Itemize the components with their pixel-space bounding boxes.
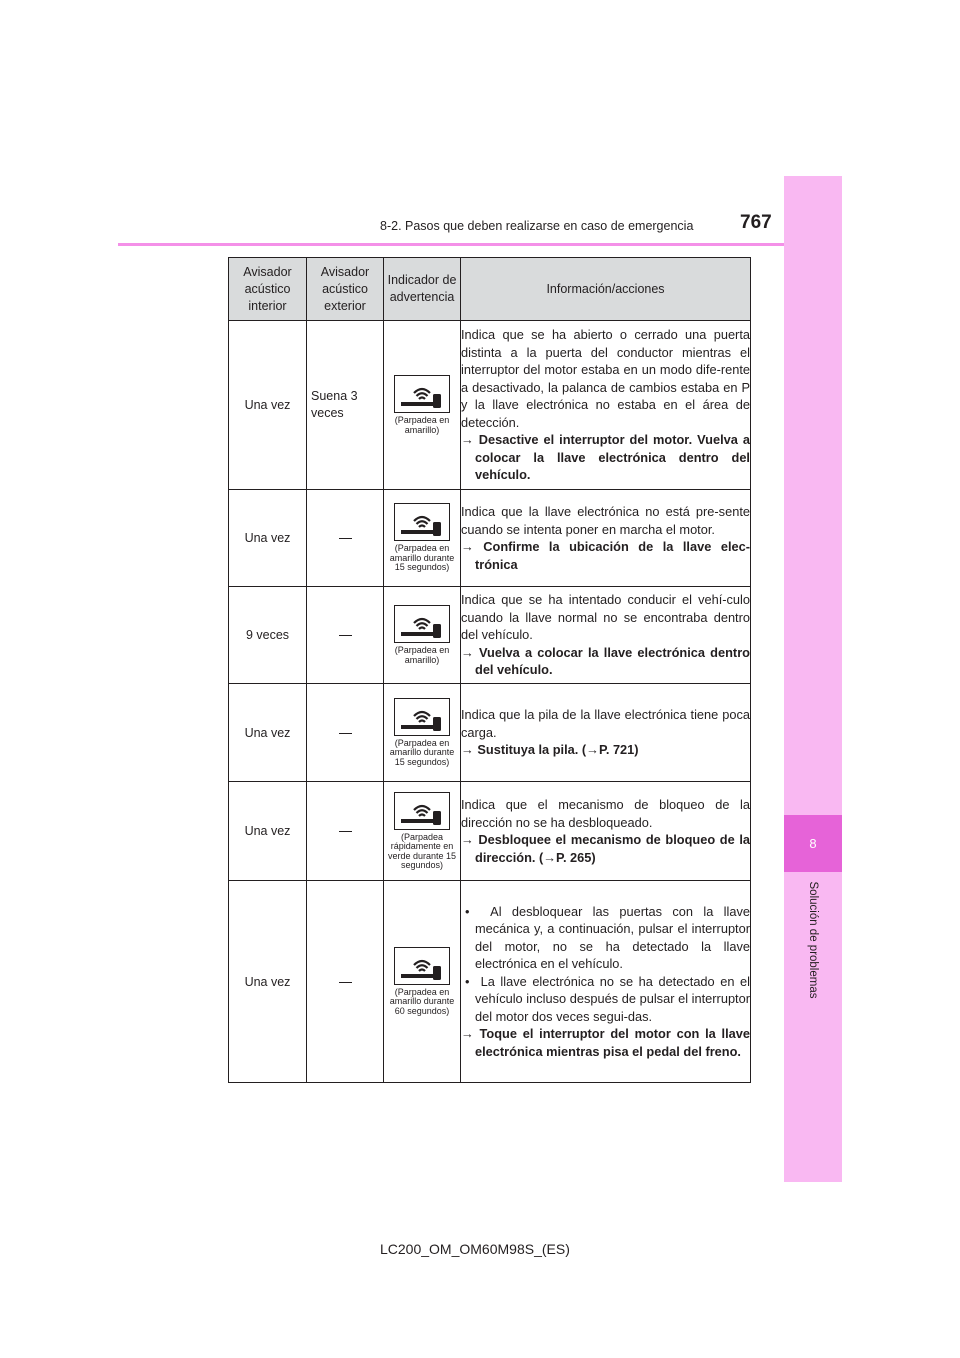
- dash-mark: [339, 733, 352, 734]
- smart-key-warning-icon: [394, 947, 450, 985]
- dash-mark: [339, 635, 352, 636]
- dash-mark: [339, 982, 352, 983]
- column-header: Avisador acústico exterior: [307, 258, 384, 321]
- table-row: [229, 782, 751, 881]
- document-code: LC200_OM_OM60M98S_(ES): [380, 1241, 570, 1257]
- action-text: → Desactive el interruptor del motor. Vuelva a colocar la llave electrónica dentro del vehículo.: [461, 432, 750, 483]
- indicator-caption: (Parpadea en amarillo durante 15 segundos): [389, 737, 455, 767]
- indicator-cell: [384, 321, 461, 490]
- indicator-cell: [384, 881, 461, 1083]
- chapter-number: 8: [784, 815, 842, 872]
- bullet-item: • Al desbloquear las puertas con la llave mecánica y, a continuación, pulsar el interruptor del motor, no se ha detectado la llave electrónica en el vehículo.: [465, 903, 750, 972]
- smart-key-warning-icon: [394, 698, 450, 736]
- warning-table: [228, 257, 751, 1083]
- table-row: [229, 684, 751, 782]
- table-row: [229, 587, 751, 684]
- section-title: 8-2. Pasos que deben realizarse en caso de emergencia: [380, 219, 694, 233]
- smart-key-warning-icon: [394, 375, 450, 413]
- table-row: [229, 490, 751, 587]
- action-text: → Toque el interruptor del motor con la llave electrónica mientras pisa el pedal del freno.: [461, 1026, 750, 1059]
- exterior-buzzer-cell: [307, 587, 384, 684]
- exterior-buzzer-cell: [307, 321, 384, 490]
- info-cell: [461, 782, 751, 881]
- info-text: Indica que la llave electrónica no está pre-sente cuando se intenta poner en marcha el motor.: [461, 504, 750, 537]
- info-cell: [461, 587, 751, 684]
- info-cell: [461, 684, 751, 782]
- info-cell: [461, 321, 751, 490]
- indicator-cell: [384, 587, 461, 684]
- exterior-buzzer-cell: [307, 881, 384, 1083]
- info-cell: [461, 881, 751, 1083]
- indicator-caption: (Parpadea en amarillo durante 15 segundos): [389, 543, 455, 573]
- interior-buzzer-cell: Una vez: [229, 490, 307, 587]
- indicator-cell: [384, 684, 461, 782]
- exterior-buzzer-cell: [307, 684, 384, 782]
- interior-buzzer-cell: Una vez: [229, 782, 307, 881]
- chapter-thumb-tab: [784, 176, 842, 1182]
- column-header: Indicador de advertencia: [384, 258, 461, 321]
- smart-key-warning-icon: [394, 503, 450, 541]
- bullet-text: La llave electrónica no se ha detectado en el vehículo incluso después de pulsar el interruptor del motor dos veces segui-das.: [475, 973, 750, 1024]
- smart-key-warning-icon: [394, 792, 450, 830]
- indicator-caption: (Parpadea rápidamente en verde durante 15 segundos): [387, 831, 457, 870]
- column-header: Avisador acústico interior: [229, 258, 307, 321]
- interior-buzzer-cell: Una vez: [229, 881, 307, 1083]
- exterior-buzzer-cell: [307, 490, 384, 587]
- info-text: Indica que la pila de la llave electrónica tiene poca carga.: [461, 707, 750, 740]
- bullet-text: Al desbloquear las puertas con la llave mecánica y, a continuación, pulsar el interruptor del motor, no se ha detectado la llave electrónica en el vehículo.: [475, 903, 750, 972]
- action-text: → Confirme la ubicación de la llave elec-trónica: [461, 539, 750, 572]
- dash-mark: [339, 831, 352, 832]
- chapter-label: Solución de problemas: [807, 881, 819, 999]
- indicator-caption: (Parpadea en amarillo): [394, 415, 450, 435]
- bullet-item: • La llave electrónica no se ha detectado en el vehículo incluso después de pulsar el interruptor del motor dos veces segui-das.: [465, 973, 750, 1024]
- action-text: → Desbloquee el mecanismo de bloqueo de la dirección. (→P. 265): [461, 832, 750, 865]
- smart-key-warning-icon: [394, 605, 450, 643]
- info-cell: [461, 490, 751, 587]
- action-text: → Vuelva a colocar la llave electrónica dentro del vehículo.: [461, 644, 750, 678]
- interior-buzzer-cell: Una vez: [229, 684, 307, 782]
- header-rule: [118, 243, 784, 246]
- interior-buzzer-cell: 9 veces: [229, 587, 307, 684]
- indicator-caption: (Parpadea en amarillo): [394, 645, 450, 665]
- table-row: [229, 321, 751, 490]
- dash-mark: [339, 538, 352, 539]
- exterior-buzzer-cell: [307, 782, 384, 881]
- action-text: → Sustituya la pila. (→P. 721): [461, 742, 639, 758]
- exterior-buzzer-text: Suena 3 veces: [311, 389, 358, 420]
- info-text: Indica que el mecanismo de bloqueo de la dirección no se ha desbloqueado.: [461, 797, 750, 830]
- table-row: [229, 881, 751, 1083]
- info-text: Indica que se ha intentado conducir el vehí-culo cuando la llave normal no se encontraba dentro del vehículo.: [461, 592, 750, 643]
- indicator-cell: [384, 490, 461, 587]
- column-header: Información/acciones: [461, 258, 751, 321]
- table-header-row: [229, 258, 751, 321]
- page-number: 767: [740, 212, 772, 233]
- indicator-cell: [384, 782, 461, 881]
- info-text: Indica que se ha abierto o cerrado una puerta distinta a la puerta del conductor mientras el interruptor del motor estaba en un modo dife-rente a desactivado, la palanca de cambios estaba en P y la llave electrónica no estaba en el área de detección.: [461, 327, 750, 430]
- indicator-caption: (Parpadea en amarillo durante 60 segundos): [389, 986, 455, 1016]
- interior-buzzer-cell: Una vez: [229, 321, 307, 490]
